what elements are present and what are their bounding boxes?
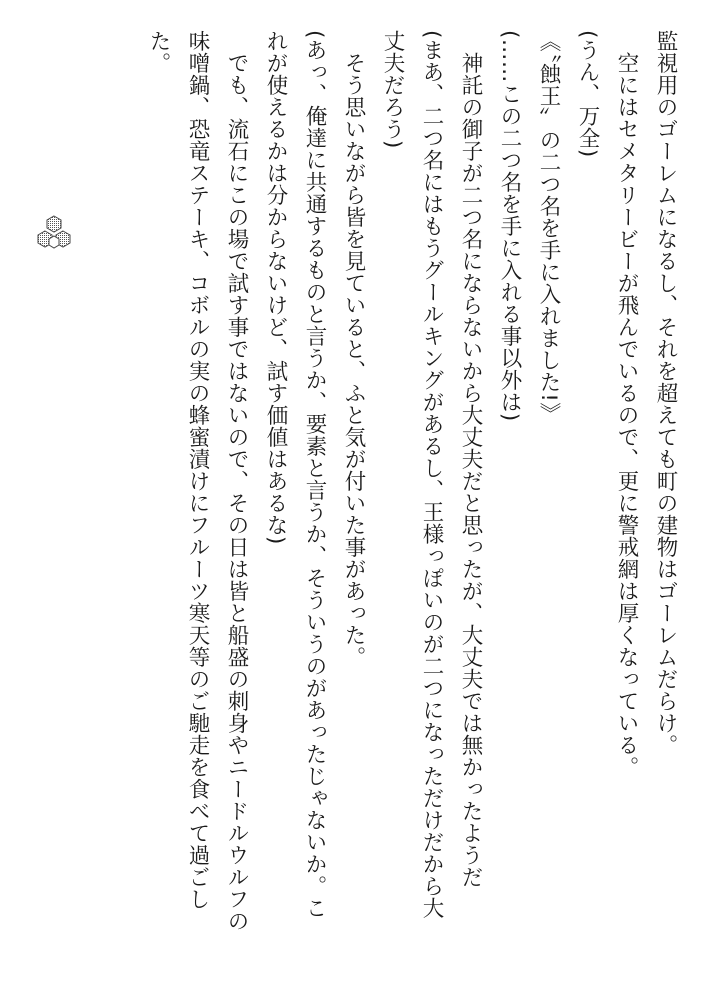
text-line-1: 監視用のゴーレムになるし、それを超えても町の建物はゴーレムだらけ。: [653, 30, 678, 756]
text-line-12: でも、流石にこの場で試す事ではないので、その日は皆と船盛の刺身やニードルウルフの: [224, 51, 249, 932]
text-line-8: 丈夫だろう): [380, 30, 405, 149]
text-line-10: (あっ、俺達に共通するものと言うか、要素と言うか、そういうのがあったじゃないか。こ: [302, 30, 327, 919]
text-line-14: た。: [146, 30, 171, 74]
text-line-13: 味噌鍋、恐竜ステーキ、コボルの実の蜂蜜漬けにフルーツ寒天等のご馳走を食べて過ごし: [185, 30, 210, 910]
text-line-5: (……この二つ名を手に入れる事以外は): [497, 30, 522, 422]
text-line-11: れが使えるかは分からないけど、試す価値はあるな): [263, 30, 288, 545]
vertical-text-body: [139, 30, 685, 980]
text-line-2: 空にはセメタリービーが飛んでいるので、更に警戒網は厚くなっている。: [614, 51, 639, 778]
hexagon-cluster-ornament-icon: [34, 213, 74, 253]
text-line-4: 《〝蝕王〟の二つ名を手に入れました!》: [536, 30, 561, 425]
text-line-3: (うん、万全): [575, 30, 600, 158]
text-line-9: そう思いながら皆を見ていると、ふと気が付いた事があった。: [341, 51, 366, 668]
text-line-7: (まあ、二つ名にはもうグールキングがあるし、王様っぽいのが二つになっただけだから大: [419, 30, 444, 919]
text-line-6: 神託の御子が二つ名にならないから大丈夫だと思ったが、大丈夫では無かったようだ: [458, 51, 483, 888]
